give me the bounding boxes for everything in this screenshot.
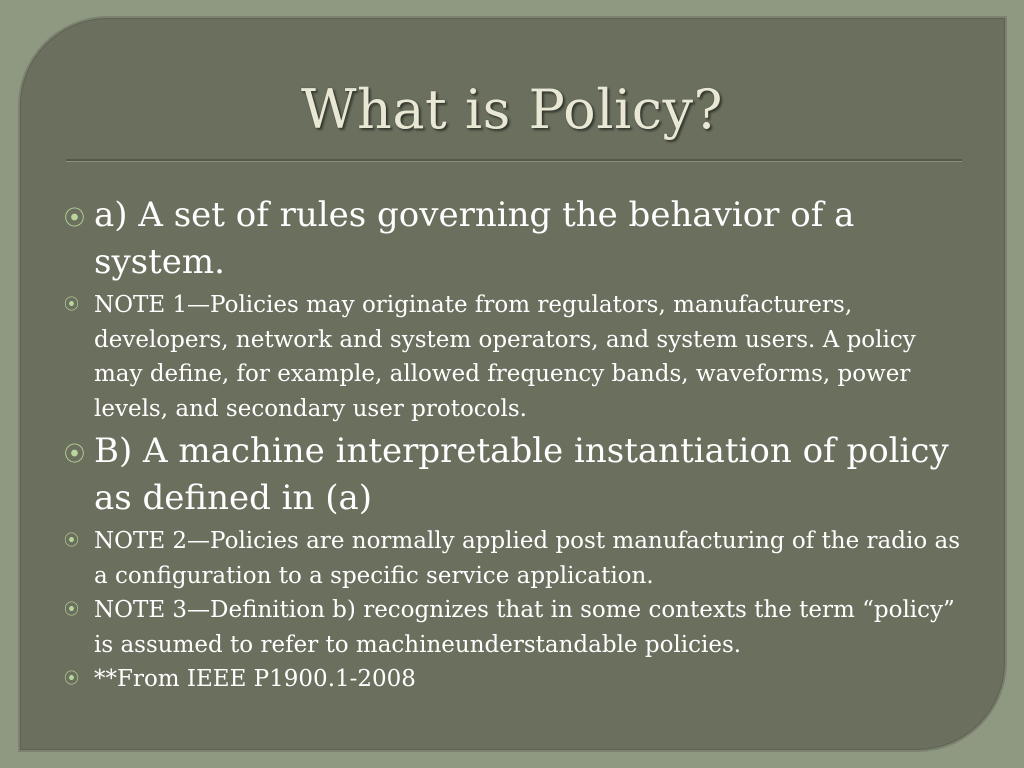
bullet-item [60,524,970,593]
bullet-icon: ⦿ [64,600,80,618]
bullet-icon: ⦿ [64,669,80,687]
bullet-text: NOTE 2—Policies are normally applied post manufacturing of the radio as a configuration to a specific service application. [94,528,961,589]
title-divider [66,159,962,162]
bullet-text: NOTE 1—Policies may originate from regulators, manufacturers, developers, network and system operators, and system users. A policy may define, for example, allowed frequency bands, waveforms, power levels, and secondary user protocols. [94,292,916,422]
bullet-icon: ⦿ [64,531,80,549]
bullet-item [60,428,970,522]
bullet-icon: ⦿ [64,442,85,466]
bullet-list [60,192,970,697]
slide-title: What is Policy? [301,78,723,141]
bullet-icon: ⦿ [64,295,80,313]
bullet-item [60,288,970,426]
bullet-icon: ⦿ [64,206,85,230]
bullet-text: B) A machine interpretable instantiation of policy as defined in (a) [94,431,949,518]
bullet-item [60,593,970,662]
bullet-text: a) A set of rules governing the behavior of a system. [94,195,855,282]
bullet-text: **From IEEE P1900.1-2008 [94,666,416,692]
bullet-item [60,662,970,697]
bullet-item [60,192,970,286]
bullet-text: NOTE 3—Definition b) recognizes that in some contexts the term “policy” is assumed to refer to machineunderstandable policies. [94,597,955,658]
